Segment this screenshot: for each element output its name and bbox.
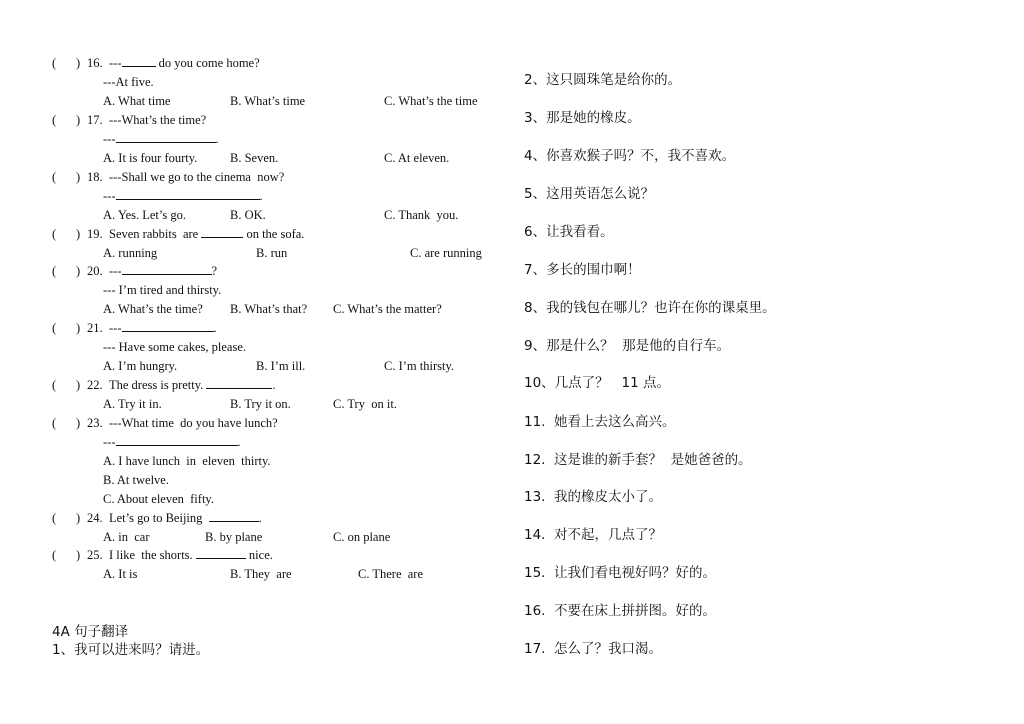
option-b: B. run [256, 246, 288, 260]
answer-line: --- . [103, 435, 241, 449]
question-stem: Seven rabbits are on the sofa. [109, 227, 305, 241]
question-number: 20. [87, 264, 103, 278]
paren-open: ( [52, 511, 57, 525]
paren-open: ( [52, 548, 57, 562]
paren-open: ( [52, 321, 57, 335]
question-number: 17. [87, 113, 103, 127]
question-stem: ---Shall we go to the cinema now? [109, 170, 285, 184]
translation-item: 16. 不要在床上拼拼图。好的。 [524, 603, 717, 619]
question-number: 16. [87, 56, 103, 70]
question-stem: The dress is pretty. . [109, 378, 276, 392]
question-number: 22. [87, 378, 103, 392]
question-number: 23. [87, 416, 103, 430]
option-a: A. running [103, 246, 158, 260]
option-c: C. I’m thirsty. [384, 359, 455, 373]
question-stem: ---What’s the time? [109, 113, 207, 127]
paren-close: ) [76, 113, 81, 127]
section-heading: 4A 句子翻译 [52, 624, 129, 640]
option-a: A. Yes. Let’s go. [103, 208, 186, 222]
option-c: C. What’s the matter? [333, 302, 442, 316]
paren-close: ) [76, 378, 81, 392]
option-c: C. There are [358, 567, 424, 581]
question-stem: --- do you come home? [109, 56, 260, 70]
question-stem: I like the shorts. nice. [109, 548, 273, 562]
translation-item: 9、那是什么？ 那是他的自行车。 [524, 338, 731, 354]
paren-open: ( [52, 227, 57, 241]
paren-open: ( [52, 113, 57, 127]
question-stem: ---What time do you have lunch? [109, 416, 278, 430]
paren-open: ( [52, 264, 57, 278]
paren-close: ) [76, 170, 81, 184]
paren-open: ( [52, 56, 57, 70]
question-stem: --- ? [109, 264, 218, 278]
answer-line: --- Have some cakes, please. [103, 340, 246, 354]
question-stem: Let’s go to Beijing . [109, 511, 262, 525]
paren-close: ) [76, 321, 81, 335]
translation-item: 14. 对不起，几点了？ [524, 527, 663, 543]
question-number: 19. [87, 227, 103, 241]
translation-item: 1、我可以进来吗？请进。 [52, 642, 210, 658]
option-c: C. At eleven. [384, 151, 450, 165]
paren-close: ) [76, 56, 81, 70]
paren-open: ( [52, 416, 57, 430]
translation-item: 2、这只圆珠笔是给你的。 [524, 72, 682, 88]
translation-item: 6、让我看看。 [524, 224, 614, 240]
option-a: A. I have lunch in eleven thirty. [103, 454, 271, 468]
option-a: A. It is [103, 567, 138, 581]
translation-item: 17. 怎么了？我口渴。 [524, 641, 663, 657]
translation-item: 5、这用英语怎么说？ [524, 186, 655, 202]
paren-open: ( [52, 378, 57, 392]
option-b: B. by plane [205, 530, 263, 544]
option-b: B. Try it on. [230, 397, 291, 411]
option-c: C. About eleven fifty. [103, 492, 214, 506]
option-b: B. What’s time [230, 94, 306, 108]
question-number: 18. [87, 170, 103, 184]
translation-item: 12. 这是谁的新手套？ 是她爸爸的。 [524, 452, 752, 468]
option-c: C. What’s the time [384, 94, 478, 108]
translation-item: 3、那是她的橡皮。 [524, 110, 641, 126]
question-number: 21. [87, 321, 103, 335]
paren-close: ) [76, 227, 81, 241]
option-c: C. are running [410, 246, 482, 260]
option-a: A. Try it in. [103, 397, 162, 411]
translation-item: 13. 我的橡皮太小了。 [524, 489, 663, 505]
option-a: A. What time [103, 94, 171, 108]
paren-close: ) [76, 511, 81, 525]
translation-item: 8、我的钱包在哪儿？也许在你的课桌里。 [524, 300, 776, 316]
option-b: B. I’m ill. [256, 359, 306, 373]
translation-item: 7、多长的围巾啊！ [524, 262, 641, 278]
option-c: C. Try on it. [333, 397, 397, 411]
question-number: 24. [87, 511, 103, 525]
option-c: C. on plane [333, 530, 391, 544]
question-number: 25. [87, 548, 103, 562]
answer-line: ---At five. [103, 75, 154, 89]
option-b: B. OK. [230, 208, 266, 222]
paren-close: ) [76, 264, 81, 278]
option-b: B. What’s that? [230, 302, 308, 316]
option-a: A. What’s the time? [103, 302, 203, 316]
paren-close: ) [76, 548, 81, 562]
translation-item: 15. 让我们看电视好吗？好的。 [524, 565, 717, 581]
option-b: B. At twelve. [103, 473, 169, 487]
answer-line: --- I’m tired and thirsty. [103, 283, 222, 297]
paren-close: ) [76, 416, 81, 430]
translation-item: 10、几点了？ 11 点。 [524, 375, 671, 391]
translation-item: 11. 她看上去这么高兴。 [524, 414, 676, 430]
option-a: A. in car [103, 530, 150, 544]
question-stem: --- . [109, 321, 217, 335]
option-c: C. Thank you. [384, 208, 459, 222]
option-a: A. It is four fourty. [103, 151, 198, 165]
translation-item: 4、你喜欢猴子吗？不，我不喜欢。 [524, 148, 736, 164]
option-b: B. Seven. [230, 151, 279, 165]
answer-line: --- . [103, 189, 263, 203]
paren-open: ( [52, 170, 57, 184]
option-a: A. I’m hungry. [103, 359, 178, 373]
option-b: B. They are [230, 567, 292, 581]
answer-line: --- . [103, 132, 219, 146]
